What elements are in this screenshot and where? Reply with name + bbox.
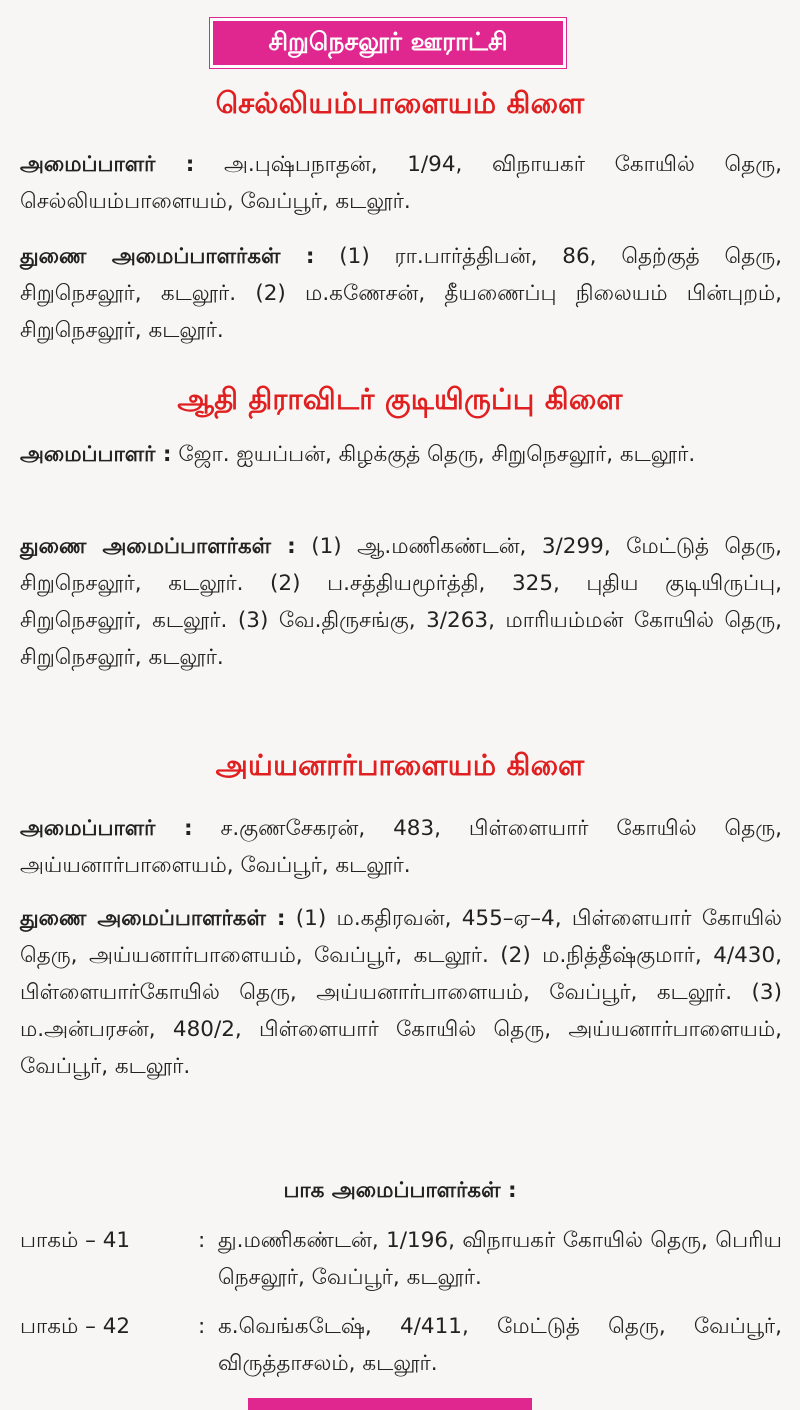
section-2-assistants	[20, 528, 782, 676]
booth-label: பாகம் – 41	[20, 1228, 131, 1253]
next-banner-edge	[248, 1398, 532, 1410]
section-1-assistants	[20, 238, 782, 349]
organizer-label: அமைப்பாளர் :	[20, 442, 172, 467]
assistants-text: (1) ம.கதிரவன், 455–ஏ–4, பிள்ளையார் கோயில் தெரு, அய்யனார்பாளையம், வேப்பூர், கடலூர். (2) ம.நித்தீஷ்குமார், 4/430, பிள்ளையார்கோயில் தெரு, அய்யனார்பாளையம், வேப்பூர், கடலூர். (3) ம.அன்பரசன், 480/2, பிள்ளையார் கோயில் தெரு, அய்யனார்பாளையம், வேப்பூர், கடலூர்.	[20, 906, 782, 1079]
organizer-text: அ.புஷ்பநாதன், 1/94, விநாயகர் கோயில் தெரு, செல்லியம்பாளையம், வேப்பூர், கடலூர்.	[20, 152, 782, 214]
booth-value: க.வெங்கடேஷ், 4/411, மேட்டுத் தெரு, வேப்பூர், விருத்தாசலம், கடலூர்.	[218, 1314, 782, 1376]
organizer-label: அமைப்பாளர் :	[20, 152, 195, 177]
section-title-1: செல்லியம்பாளையம் கிளை	[215, 86, 585, 120]
organizer-text: ச.குணசேகரன், 483, பிள்ளையார் கோயில் தெரு, அய்யனார்பாளையம், வேப்பூர், கடலூர்.	[20, 816, 782, 878]
booth-row	[20, 1222, 782, 1296]
section-3-assistants	[20, 900, 782, 1085]
section-3-organizer	[20, 810, 782, 884]
organizer-label: அமைப்பாளர் :	[20, 816, 193, 841]
assistants-text: (1) ரா.பார்த்திபன், 86, தெற்குத் தெரு, சிறுநெசலூர், கடலூர். (2) ம.கணேசன், தீயணைப்பு நிலையம் பின்புறம், சிறுநெசலூர், கடலூர்.	[20, 244, 782, 343]
booth-row	[20, 1308, 782, 1382]
organizer-text: ஜோ. ஐயப்பன், கிழக்குத் தெரு, சிறுநெசலூர், கடலூர்.	[171, 442, 696, 467]
booth-heading: பாக அமைப்பாளர்கள் :	[283, 1178, 517, 1203]
panchayat-banner: சிறுநெசலூர் ஊராட்சி	[210, 18, 566, 68]
booth-colon: :	[198, 1228, 206, 1253]
booth-colon: :	[198, 1314, 206, 1339]
section-title-2: ஆதி திராவிடர் குடியிருப்பு கிளை	[177, 382, 623, 416]
assistants-text: (1) ஆ.மணிகண்டன், 3/299, மேட்டுத் தெரு, சிறுநெசலூர், கடலூர். (2) ப.சத்தியமூர்த்தி, 325, புதிய குடியிருப்பு, சிறுநெசலூர், கடலூர். (3) வே.திருசங்கு, 3/263, மாரியம்மன் கோயில் தெரு, சிறுநெசலூர், கடலூர்.	[20, 534, 782, 670]
assistants-label: துணை அமைப்பாளர்கள் :	[20, 244, 315, 269]
assistants-label: துணை அமைப்பாளர்கள் :	[20, 906, 286, 931]
section-1-organizer	[20, 146, 782, 220]
booth-value: து.மணிகண்டன், 1/196, விநாயகர் கோயில் தெரு, பெரிய நெசலூர், வேப்பூர், கடலூர்.	[218, 1228, 782, 1290]
section-2-organizer	[20, 436, 782, 473]
section-title-3: அய்யனார்பாளையம் கிளை	[215, 748, 585, 782]
assistants-label: துணை அமைப்பாளர்கள் :	[20, 534, 296, 559]
booth-label: பாகம் – 42	[20, 1314, 131, 1339]
